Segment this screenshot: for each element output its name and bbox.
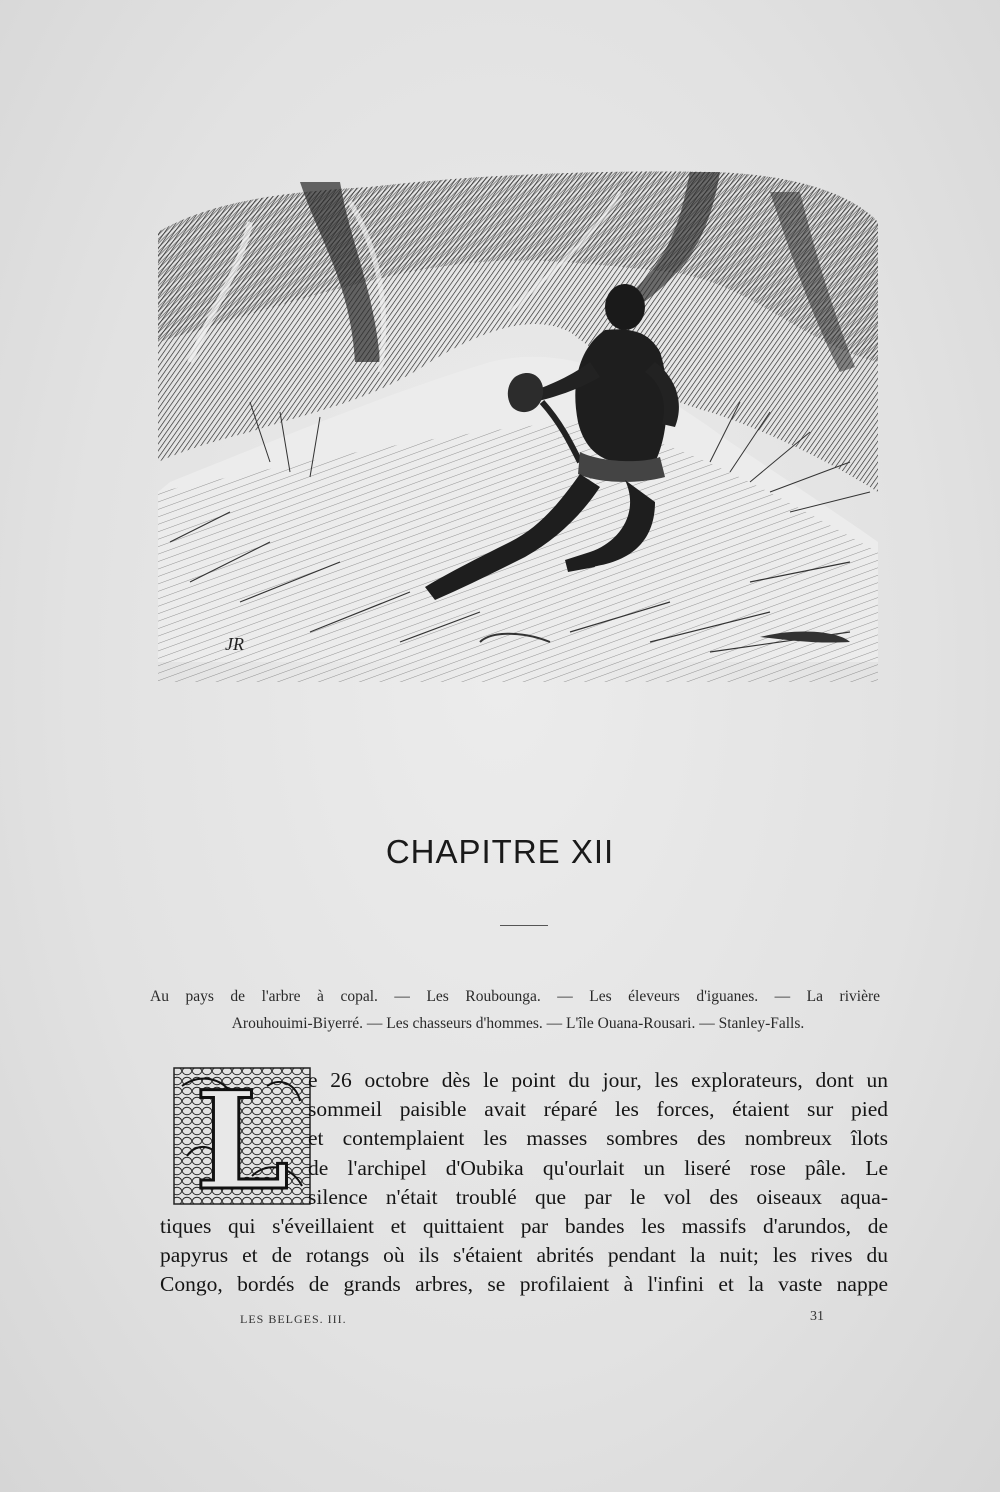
page-number: 31 — [810, 1309, 824, 1324]
engraving-illustration — [150, 162, 885, 682]
text-line: silence n'était troublé que par le vol des oiseaux aqua- — [308, 1184, 888, 1209]
text-line: sommeil paisible avait réparé les forces, étaient sur pied — [308, 1097, 888, 1122]
text-line: et contemplaient les masses sombres des nombreux îlots — [308, 1126, 888, 1151]
title-rule — [500, 925, 548, 926]
body-paragraph — [160, 1066, 888, 1300]
chapter-summary — [150, 983, 880, 1037]
text-line: papyrus et de rotangs où ils s'étaient abrités pendant la nuit; les rives du — [160, 1243, 888, 1268]
text-line: tiques qui s'éveillaient et quittaient par bandes les massifs d'arundos, de — [160, 1214, 888, 1239]
text-line: e 26 octobre dès le point du jour, les explorateurs, dont un — [308, 1068, 888, 1092]
dropcap-letter: L — [194, 1066, 290, 1206]
summary-line: Au pays de l'arbre à copal. — Les Roubounga. — Les éleveurs d'iguanes. — La rivière — [150, 988, 880, 1005]
summary-line: Arouhouimi-Biyerré. — Les chasseurs d'hommes. — L'île Ouana-Rousari. — Stanley-Falls. — [231, 1015, 805, 1032]
text-line: Congo, bordés de grands arbres, se profilaient à l'infini et la vaste nappe — [160, 1272, 888, 1297]
footer-signature: LES BELGES. III. — [240, 1312, 347, 1326]
chapter-title: CHAPITRE XII — [385, 833, 615, 870]
engraving-svg — [150, 162, 885, 682]
text-line: de l'archipel d'Oubika qu'ourlait un liseré rose pâle. Le — [308, 1155, 888, 1180]
bleed-through-header — [390, 100, 400, 125]
artist-signature: JR — [225, 634, 244, 654]
